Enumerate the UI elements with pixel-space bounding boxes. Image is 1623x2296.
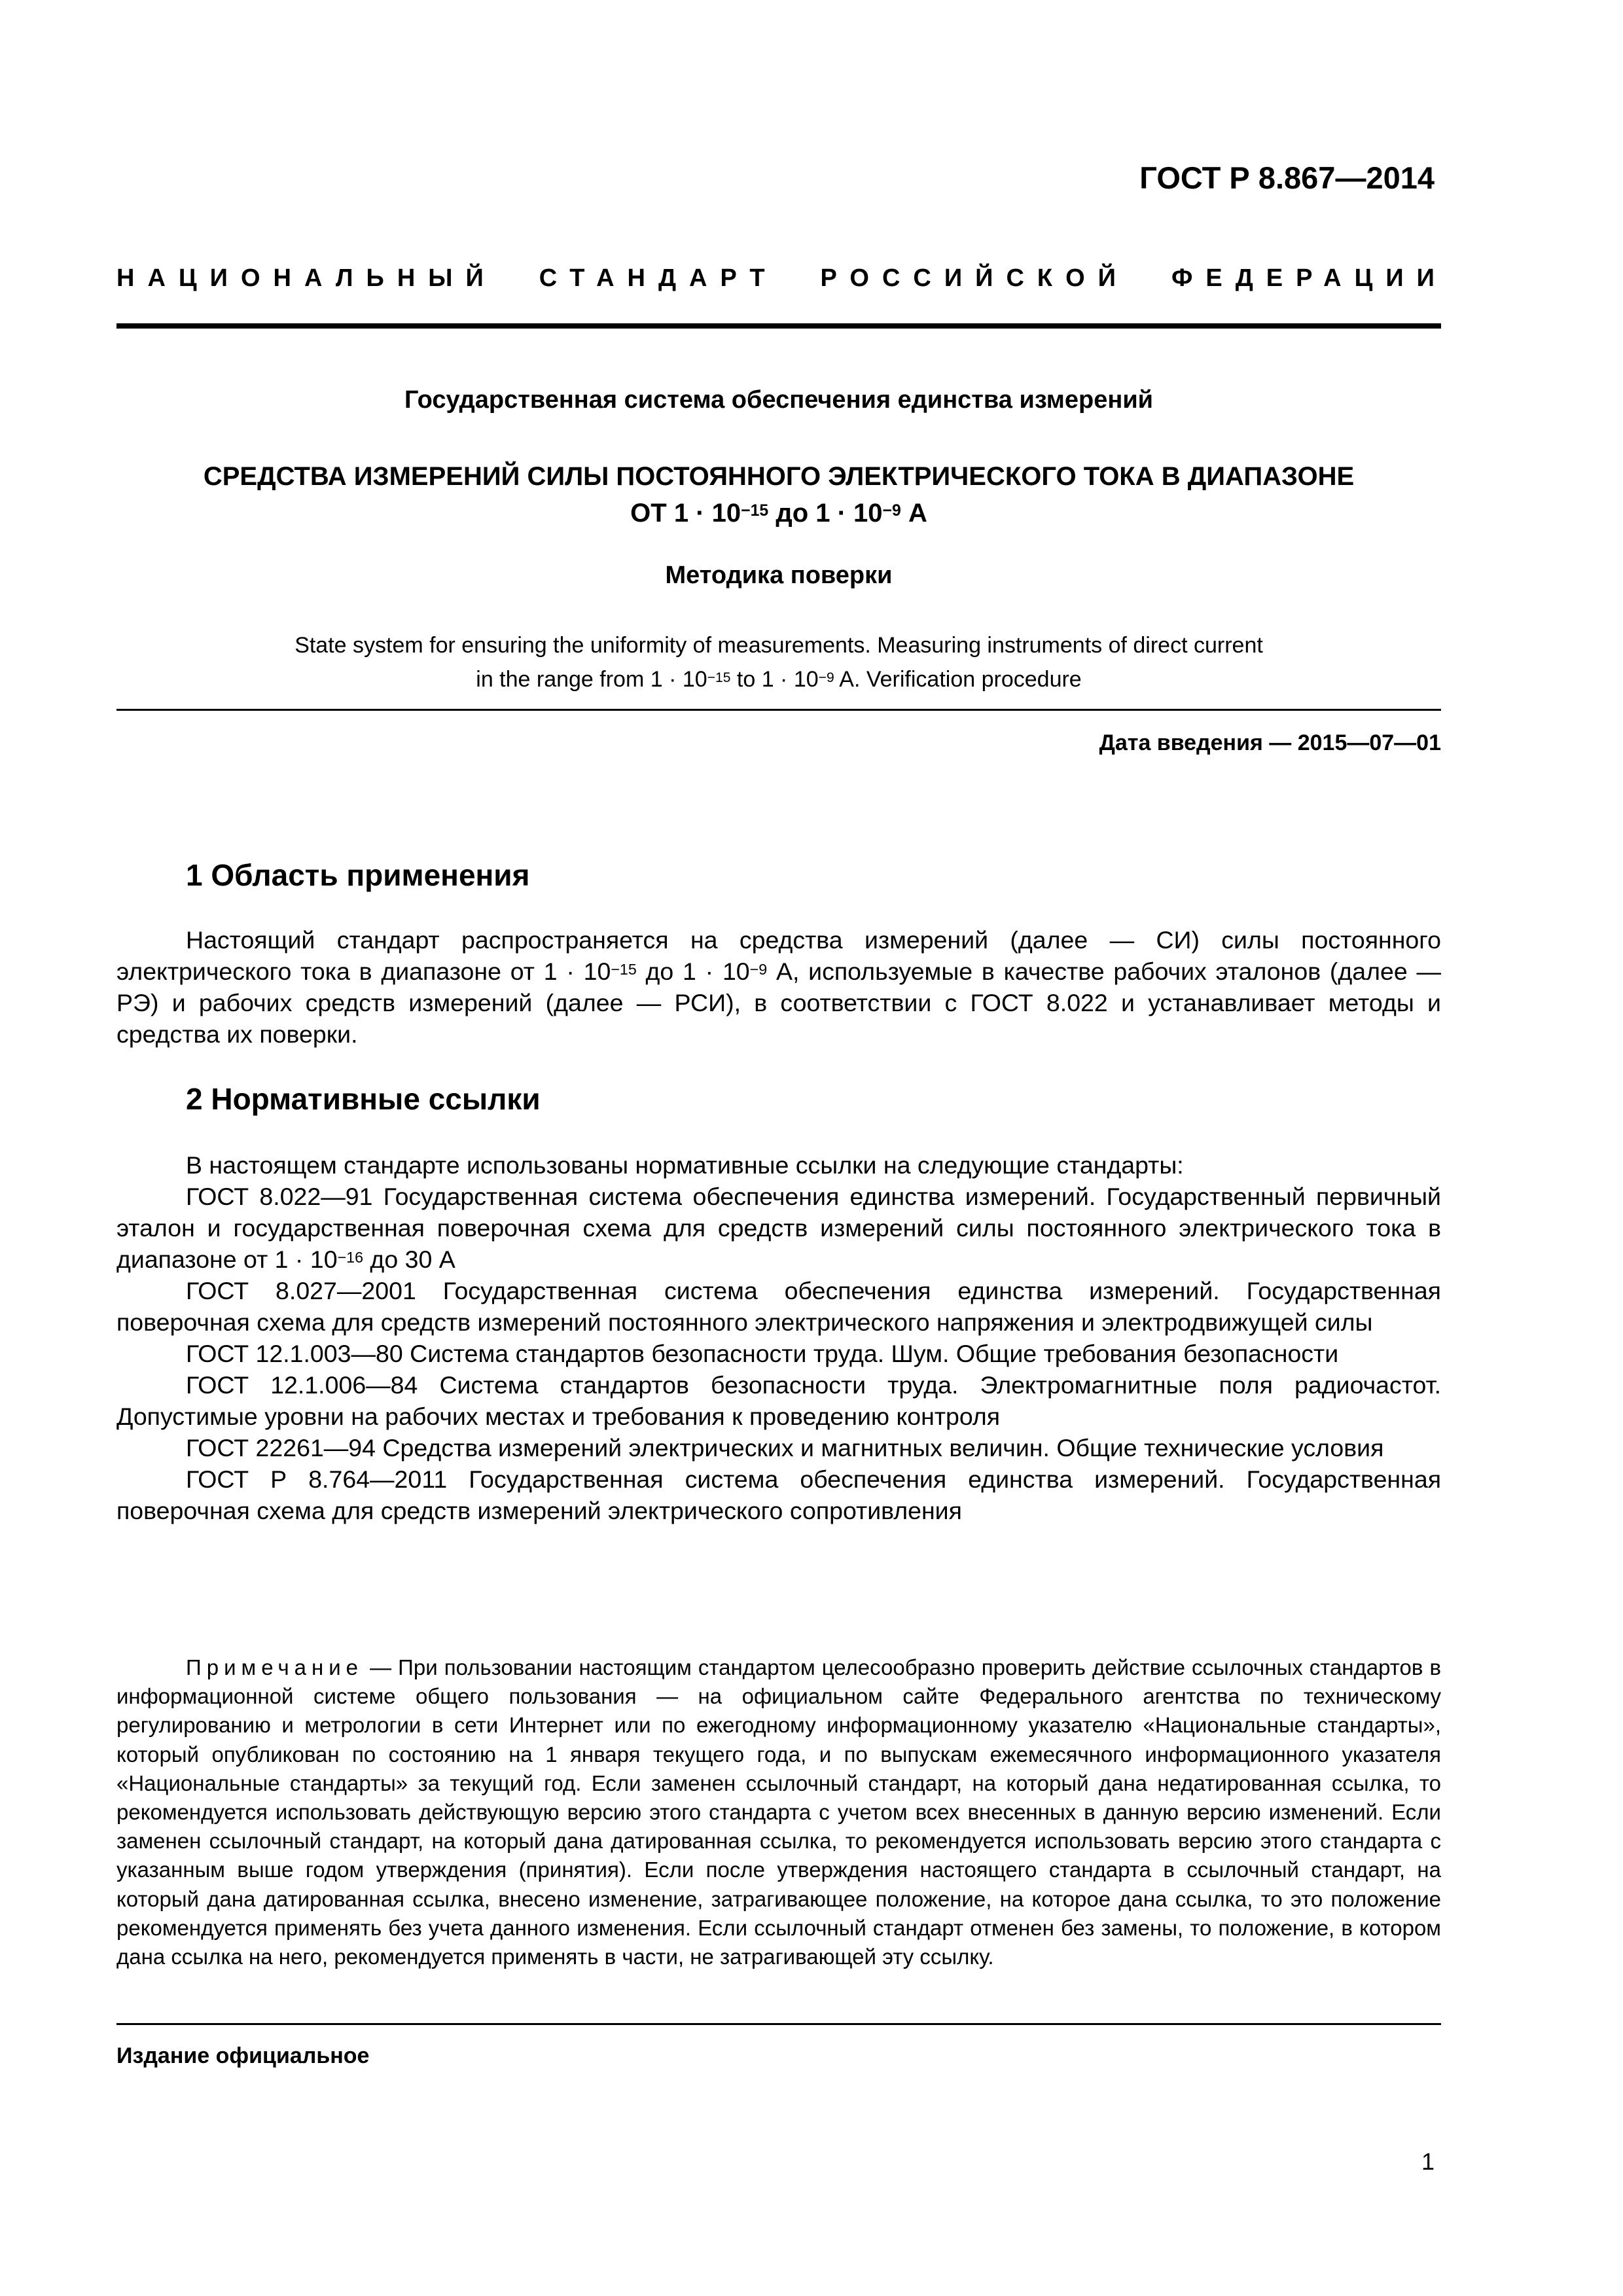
english-title bbox=[116, 628, 1441, 696]
header-divider bbox=[116, 323, 1441, 329]
reference-item: ГОСТ 12.1.006—84 Система стандартов безопасности труда. Электромагнитные поля радиочастот. Допустимые уровни на рабочих местах и требования к проведению контроля bbox=[116, 1371, 1441, 1430]
national-standard-header bbox=[116, 264, 1448, 293]
footer-divider bbox=[116, 2023, 1441, 2025]
reference-item: ГОСТ Р 8.764—2011 Государственная система обеспечения единства измерений. Государственная поверочная схема для средств измерений электрического сопротивления bbox=[116, 1465, 1441, 1524]
note-label: Примечание bbox=[186, 1655, 364, 1679]
section-body bbox=[116, 924, 1441, 1050]
main-title-line2: ОТ $1 \cdot 10^{-15}$ до $1 \cdot 10^{-9}$ А bbox=[630, 499, 927, 528]
section-heading: 2 Нормативные ссылки bbox=[186, 1082, 541, 1116]
national-standard-word: СТАНДАРТ bbox=[539, 264, 778, 292]
page-number: 1 bbox=[1421, 2148, 1435, 2175]
document-number: ГОСТ Р 8.867—2014 bbox=[1139, 160, 1435, 195]
national-standard-word: РОССИЙСКОЙ bbox=[820, 264, 1129, 292]
paragraph: Настоящий стандарт распространяется на средства измерений (далее — СИ) силы постоянного электрического тока в диапазоне от $1 \cdot 10^{-15}$ до $1 \cdot 10^{-9}$ А, используемые в качестве рабочих эталонов (далее — РЭ) и рабочих средств измерений (далее — РСИ), в соответствии с ГОСТ 8.022 и устанавливает методы и средства их поверки. bbox=[116, 926, 1441, 1048]
note-paragraph: Примечание — При пользовании настоящим стандартом целесообразно проверить действие ссылочных стандартов в информационной системе общего пользования — на официальном сайте Федерального агентства по техническому регулированию и метрологии в сети Интернет или по ежегодному информационному указателю «Национальные стандарты», который опубликован по состоянию на 1 января текущего года, и по выпускам ежемесячного информационного указателя «Национальные стандарты» за текущий год. Если заменен ссылочный стандарт, на который дана недатированная ссылка, то рекомендуется использовать действующую версию этого стандарта с учетом всех внесенных в данную версию изменений. Если заменен ссылочный стандарт, на который дана датированная ссылка, то рекомендуется использовать версию этого стандарта с указанным выше годом утверждения (принятия). Если после утверждения настоящего стандарта в ссылочный стандарт, на который дана датированная ссылка, внесено изменение, затрагивающее положение, на которое дана ссылка, то это положение рекомендуется применять без учета данного изменения. Если ссылочный стандарт отменен без замены, то положение, в котором дана ссылка на него, рекомендуется применять в части, не затрагивающей эту ссылку. bbox=[116, 1655, 1441, 1969]
subtitle: Методика поверки bbox=[665, 562, 893, 589]
system-title: Государственная система обеспечения единства измерений bbox=[404, 386, 1154, 414]
title-divider bbox=[116, 709, 1441, 711]
note bbox=[116, 1653, 1441, 1971]
english-title-line2: in the range from $1 \cdot 10^{-15}$ to $1 \cdot 10^{-9}$ A. Verification procedure bbox=[476, 667, 1082, 692]
section-heading: 1 Область применения bbox=[186, 858, 530, 892]
intro-date: Дата введения — 2015—07—01 bbox=[1099, 730, 1441, 755]
main-title-line1: СРЕДСТВА ИЗМЕРЕНИЙ СИЛЫ ПОСТОЯННОГО ЭЛЕКТРИЧЕСКОГО ТОКА В ДИАПАЗОНЕ bbox=[203, 462, 1355, 491]
edition-label: Издание официальное bbox=[116, 2043, 370, 2068]
main-title bbox=[116, 458, 1441, 531]
national-standard-word: ФЕДЕРАЦИИ bbox=[1171, 264, 1448, 292]
reference-item: ГОСТ 8.022—91 Государственная система обеспечения единства измерений. Государственный первичный эталон и государственная поверочная схема для средств измерений силы постоянного электрического тока в диапазоне от $1 \cdot 10^{-16}$ до 30 А bbox=[116, 1183, 1441, 1273]
english-title-line1: State system for ensuring the uniformity of measurements. Measuring instruments of direct current bbox=[294, 633, 1263, 658]
section-body bbox=[116, 1149, 1441, 1526]
paragraph: В настоящем стандарте использованы нормативные ссылки на следующие стандарты: bbox=[186, 1151, 1184, 1179]
national-standard-word: НАЦИОНАЛЬНЫЙ bbox=[116, 264, 497, 292]
reference-item: ГОСТ 8.027—2001 Государственная система обеспечения единства измерений. Государственная поверочная схема для средств измерений постоянного электрического напряжения и электродвижущей силы bbox=[116, 1277, 1441, 1336]
reference-item: ГОСТ 22261—94 Средства измерений электрических и магнитных величин. Общие технические условия bbox=[186, 1434, 1384, 1462]
reference-item: ГОСТ 12.1.003—80 Система стандартов безопасности труда. Шум. Общие требования безопасности bbox=[186, 1340, 1339, 1367]
